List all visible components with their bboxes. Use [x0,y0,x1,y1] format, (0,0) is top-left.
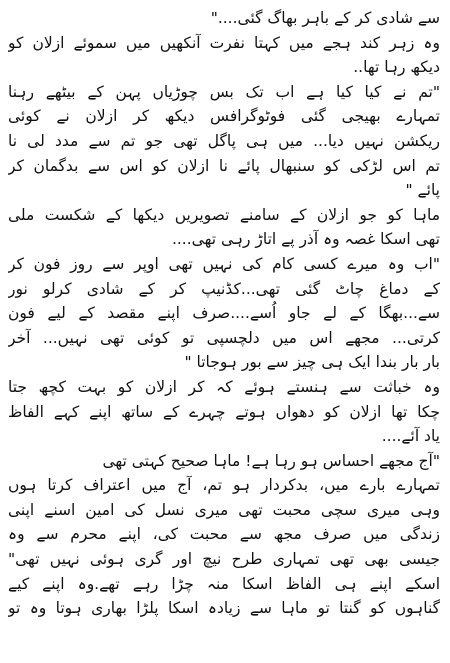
text-line [8,645,440,663]
text-line: تمہارے بارے میں، بدکردار ہو تم، آج میں اعتراف کرتا ہوں [8,476,440,495]
text-line: "آج مجھے احساس ہو رہا ہے! ماہا صحیح کہتی تھی [102,451,440,470]
text-line: سے شادی کر کے باہر بھاگ گئی...." [210,9,440,27]
text-line: وہ خباثت سے ہنستے ہوئے کہ کر ازلان کو بہت کچھ جتا [8,377,440,396]
text-line: بار بار بندا ایک ہی چیز سے بور ہوجاتا " [184,353,440,372]
text-line: جیسی بھی تھی تمہاری طرح نیچ اور گری ہوئی نہیں تھی" [8,550,440,569]
text-line: یاد آئے.... [381,427,440,446]
text-line [8,621,440,646]
text-line: "اب وہ میرے کسی کام کی نہیں تھی اوپر سے روز فون کر [8,254,440,273]
text-line: گناہوں کو گنتا تو ماہا سے زیادہ اسکا پلڑا بھاری ہوتا وہ تو [8,599,440,618]
text-line: تمہارے بھیجی گئی فوٹوگرافس دیکھ کر ازلان نے کوئی [8,107,440,126]
text-line: دیکھ رہا تھا.. [353,58,440,77]
text-line: وہی میری سچی محبت تھی میری نسل کی امین اسنے اپنی [8,500,440,519]
text-line: سے...بھگا کے لے جاو اُسے....صرف اپنے مقصد کے لیے فون [8,304,440,323]
text-line: کرتی... مجھے اس میں دلچسپی تو کوئی تھی نہیں... آخر [8,328,440,347]
text-line: تھی اسکا غصہ وہ آذر پے اتاڑ رہی تھی.... [171,230,440,249]
text-line: کے دماغ چاٹ گئی تھی...کڈنیپ کر کے شادی کرلو نور [8,279,440,298]
text-line: زندگی میں صرف مجھ سے محبت کی، اپنے محرم سے وہ [8,525,440,544]
text-line: "تم نے کیا کیا ہے اب تک بس چوڑیاں پہن کے بیٹھے رہنا [8,82,440,101]
text-line: ماہا کو جو ازلان کے سامنے تصویریں دیکھا کے شکست ملی [8,205,440,224]
text-line: اسکے اپنے ہی الفاظ اسکا منہ چڑا رہے تھے.وہ اپنے کیے [8,574,440,593]
text-line: چکا تھا ازلان کو دھواں ہوتے چہرے کے ساتھ اپنے کہے الفاظ [8,402,440,421]
text-line: ریکشن نہیں دیا... میں ہی پاگل تھی جو تم سے مدد لی نا [8,131,440,150]
text-line: وہ زہر کند ہجے میں کہتا نفرت آنکھیں میں سموئے ازلان کو [8,33,440,52]
text-line: تم اس لڑکی کو سنبھال پائے نا ازلان کو اس سے بدگمان کر [8,156,440,175]
text-line: پائے " [405,181,440,200]
